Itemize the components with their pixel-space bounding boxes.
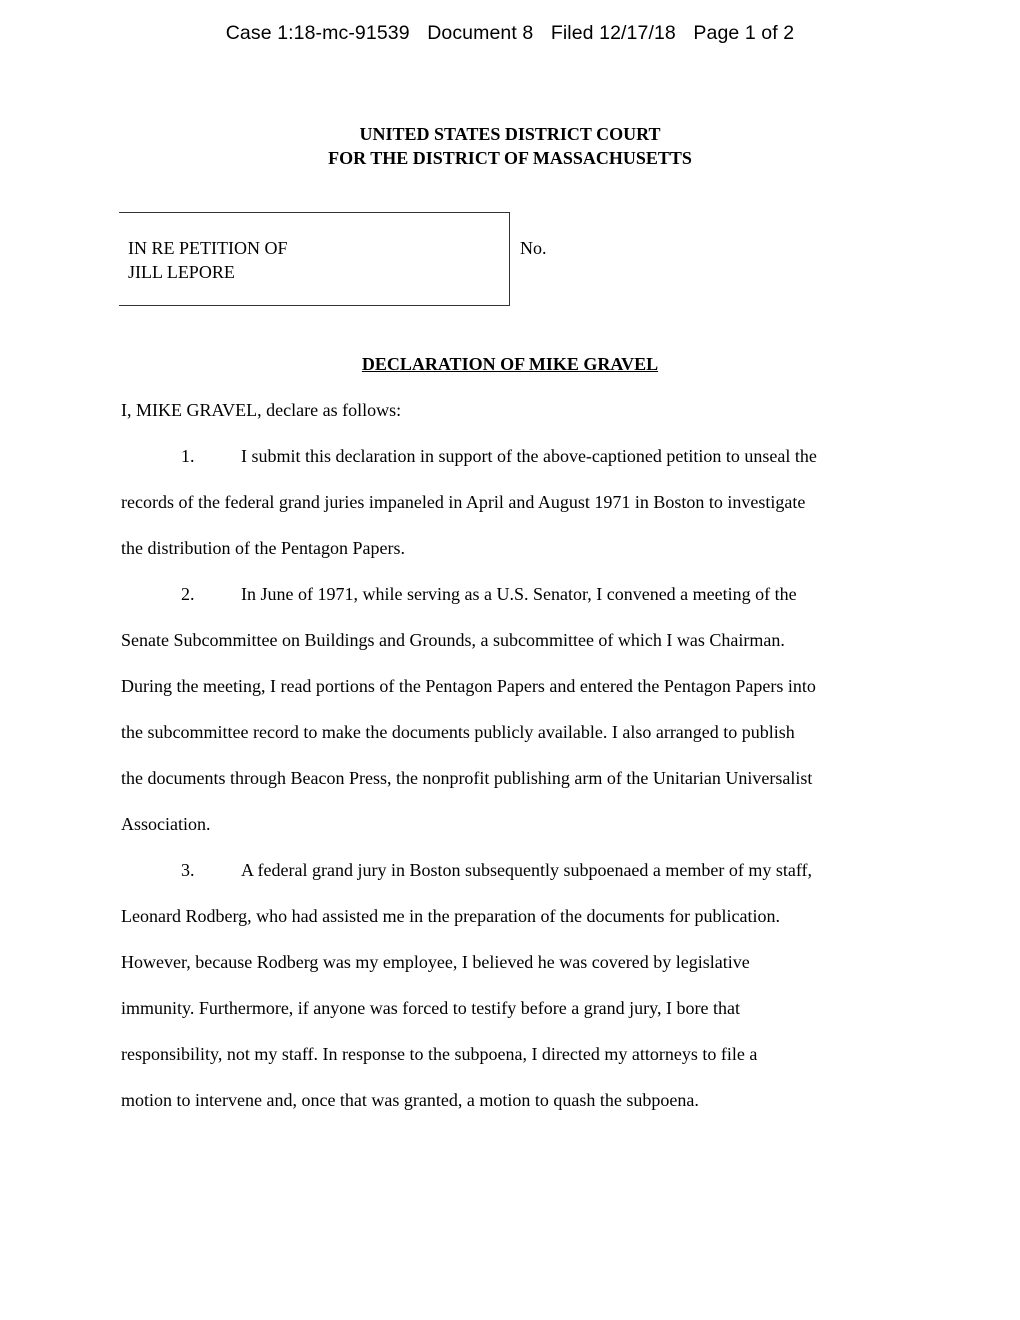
paragraph-line: During the meeting, I read portions of the Pentagon Papers and entered the Pentagon Papers into [121, 676, 816, 696]
paragraph-line: records of the federal grand juries impaneled in April and August 1971 in Boston to investigate [121, 492, 806, 512]
intro-line: I, MIKE GRAVEL, declare as follows: [121, 400, 402, 420]
paragraph-3 [121, 847, 901, 1123]
line-text: A federal grand jury in Boston subsequently subpoenaed a member of my staff, [241, 860, 813, 880]
document-title: DECLARATION OF MIKE GRAVEL [361, 354, 659, 374]
paragraph-line: However, because Rodberg was my employee, I believed he was covered by legislative [121, 952, 750, 972]
paragraph-number: 1. [181, 446, 195, 466]
paragraph-line [121, 571, 901, 617]
caption-parties [128, 236, 288, 284]
paragraph-line: the subcommittee record to make the documents publicly available. I also arranged to publish [121, 722, 795, 742]
case-number: Case 1:18-mc-91539 [225, 22, 410, 44]
page-indicator: Page 1 of 2 [693, 22, 795, 44]
paragraph-line: Leonard Rodberg, who had assisted me in the preparation of the documents for publication. [121, 906, 780, 926]
line-text: I submit this declaration in support of the above-captioned petition to unseal the [241, 446, 817, 466]
document-number: Document 8 [427, 22, 534, 44]
paragraph-1 [121, 433, 901, 571]
case-number-label: No. [520, 238, 547, 258]
filed-date: Filed 12/17/18 [550, 22, 676, 44]
paragraph-line: the distribution of the Pentagon Papers. [121, 538, 405, 558]
paragraph-line: motion to intervene and, once that was granted, a motion to quash the subpoena. [121, 1090, 699, 1110]
paragraph-line: the documents through Beacon Press, the nonprofit publishing arm of the Unitarian Universalist [121, 768, 813, 788]
paragraph-line: Association. [121, 814, 211, 834]
paragraph-line: responsibility, not my staff. In response to the subpoena, I directed my attorneys to file a [121, 1044, 758, 1064]
paragraph-2 [121, 571, 901, 847]
court-line-1: UNITED STATES DISTRICT COURT [359, 124, 661, 144]
caption-line-1: IN RE PETITION OF [128, 238, 288, 258]
paragraph-number: 3. [181, 860, 195, 880]
filing-header [0, 22, 1020, 45]
paragraph-number: 2. [181, 584, 195, 604]
court-name [0, 122, 1020, 170]
paragraph-line [121, 847, 901, 893]
paragraph-line [121, 433, 901, 479]
court-line-2: FOR THE DISTRICT OF MASSACHUSETTS [328, 148, 692, 168]
paragraph-line: immunity. Furthermore, if anyone was forced to testify before a grand jury, I bore that [121, 998, 740, 1018]
paragraph-line: Senate Subcommittee on Buildings and Grounds, a subcommittee of which I was Chairman. [121, 630, 785, 650]
caption-line-2: JILL LEPORE [128, 262, 235, 282]
line-text: In June of 1971, while serving as a U.S. Senator, I convened a meeting of the [241, 584, 797, 604]
